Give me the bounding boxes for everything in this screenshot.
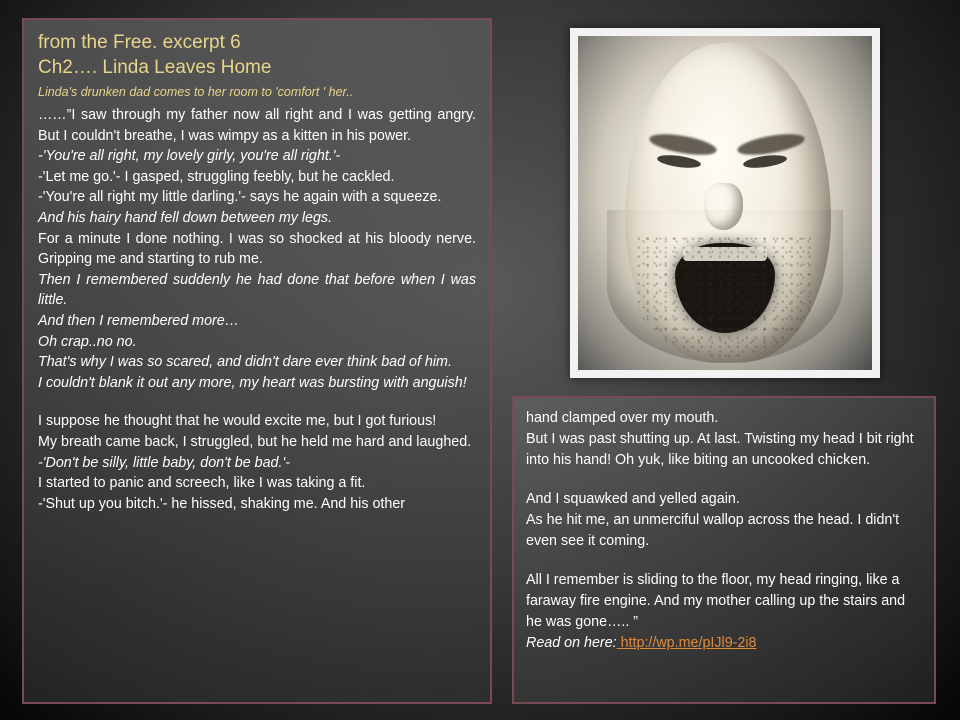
paragraph: -'You're all right, my lovely girly, you're all right.'- — [38, 148, 341, 165]
paragraph: My breath came back, I struggled, but he held me hard and laughed. — [38, 433, 472, 450]
stubble-texture — [637, 236, 813, 356]
paragraph-spacer — [526, 471, 922, 489]
paragraph: Then I remembered suddenly he had done that before when I was little. — [38, 271, 476, 309]
paragraph: -'Let me go.'- I gasped, struggling feebly, but he cackled. — [38, 168, 395, 185]
paragraph: -'Don't be silly, little baby, don't be bad.'- — [38, 454, 290, 471]
screaming-man-photo — [570, 28, 880, 378]
paragraph: I couldn't blank it out any more, my heart was bursting with anguish! — [38, 374, 467, 391]
paragraph: But I was past shutting up. At last. Twisting my head I bit right into his hand! Oh yuk, like biting an uncooked chicken. — [526, 431, 914, 468]
paragraph: -'Shut up you bitch.'- he hissed, shaking me. And his other — [38, 495, 406, 512]
paragraph-spacer — [526, 552, 922, 570]
nose-shading — [704, 183, 742, 230]
paragraph: I started to panic and screech, like I was taking a fit. — [38, 475, 366, 492]
left-text-panel — [22, 18, 492, 704]
page-title-line-2: Ch2…. Linda Leaves Home — [38, 57, 272, 78]
paragraph: And then I remembered more… — [38, 312, 240, 329]
read-on-line — [526, 633, 922, 654]
paragraph: I suppose he thought that he would excite me, but I got furious! — [38, 413, 437, 430]
left-body-text — [38, 105, 476, 514]
paragraph: ……”I saw through my father now all right and I was getting angry. But I couldn't breathe, I was wimpy as a kitten in his power. — [38, 107, 476, 144]
blog-link[interactable]: http://wp.me/pIJl9-2i8 — [616, 635, 757, 651]
paragraph: And his hairy hand fell down between my legs. — [38, 209, 333, 226]
page-subtitle: Linda's drunken dad comes to her room to 'comfort ' her.. — [38, 85, 354, 99]
photo-image — [578, 36, 872, 370]
paragraph: All I remember is sliding to the floor, my head ringing, like a faraway fire engine. And my mother calling up the stairs and he was gone….. ” — [526, 572, 906, 630]
paragraph: As he hit me, an unmerciful wallop across the head. I didn't even see it coming. — [526, 512, 900, 549]
right-text-panel — [512, 396, 936, 704]
read-on-label: Read on here: — [526, 635, 617, 651]
page-title-line-1: from the Free. excerpt 6 — [38, 32, 241, 53]
paragraph: hand clamped over my mouth. — [526, 410, 719, 426]
paragraph: That's why I was so scared, and didn't dare ever think bad of him. — [38, 354, 452, 371]
paragraph: And I squawked and yelled again. — [526, 491, 740, 507]
paragraph-spacer — [38, 393, 476, 411]
paragraph: -'You're all right my little darling.'- says he again with a squeeze. — [38, 189, 442, 206]
paragraph: For a minute I done nothing. I was so shocked at his bloody nerve. Gripping me and starting to rub me. — [38, 230, 476, 268]
paragraph: Oh crap..no no. — [38, 333, 137, 350]
